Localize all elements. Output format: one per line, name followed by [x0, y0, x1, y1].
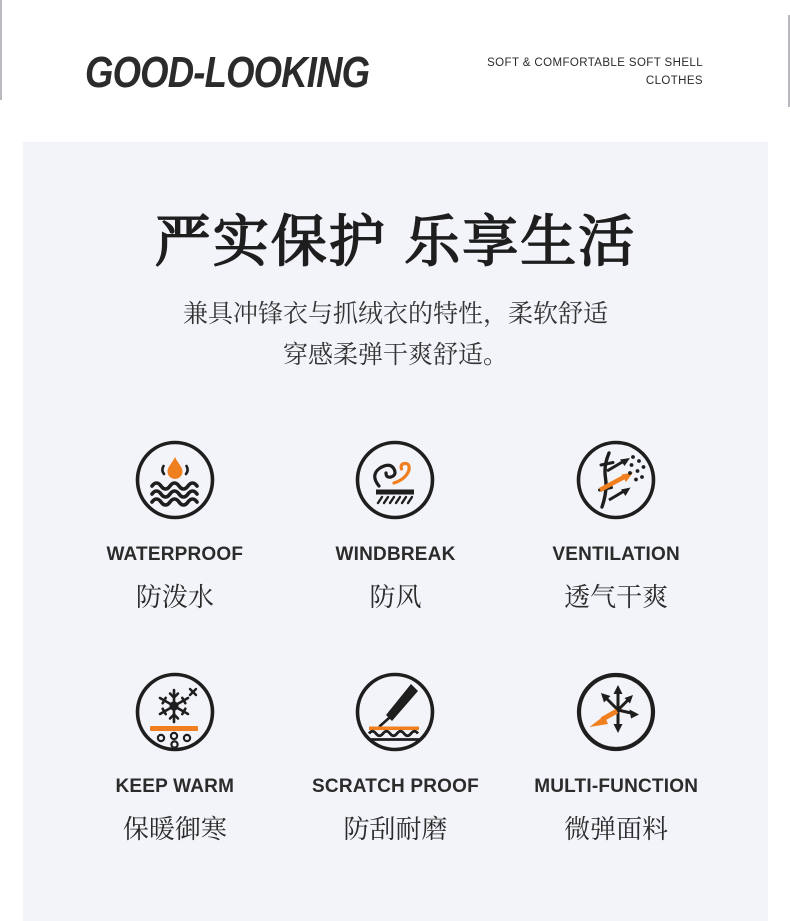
waterproof-icon [133, 438, 217, 522]
feature-zh-label: 保暖御寒 [122, 814, 227, 844]
left-edge-line [0, 0, 2, 100]
feature-zh-label: 微弹面料 [564, 814, 669, 844]
feature-zh-label: 防刮耐磨 [343, 814, 448, 844]
feature-grid [65, 438, 727, 846]
feature-windbreak [285, 438, 506, 614]
feature-en-label: VENTILATION [552, 544, 680, 565]
feature-multi-function [506, 670, 727, 846]
feature-en-label: WATERPROOF [106, 544, 244, 565]
ventilation-icon [574, 438, 658, 522]
multi-function-icon [574, 670, 658, 754]
feature-ventilation [506, 438, 727, 614]
tagline-line1: SOFT & COMFORTABLE SOFT SHELL [487, 57, 703, 69]
keep-warm-icon [133, 670, 217, 754]
feature-en-label: WINDBREAK [335, 544, 456, 565]
subtitle-line1: 兼具冲锋衣与抓绒衣的特性，柔软舒适 [182, 300, 608, 328]
feature-en-label: MULTI-FUNCTION [534, 776, 699, 797]
tagline-line2: CLOTHES [645, 74, 703, 87]
feature-waterproof [65, 438, 286, 614]
feature-zh-label: 透气干爽 [564, 582, 669, 612]
subtitle-line2: 穿感柔弹干爽舒适。 [282, 341, 508, 369]
panel-subtitle [23, 294, 768, 376]
feature-keep-warm [65, 670, 286, 846]
scratch-proof-icon [353, 670, 437, 754]
header [85, 42, 703, 98]
feature-en-label: KEEP WARM [115, 776, 235, 797]
feature-panel [23, 142, 768, 921]
feature-zh-label: 防风 [369, 582, 422, 612]
feature-en-label: SCRATCH PROOF [312, 776, 479, 797]
brand-title: GOOD-LOOKING [85, 48, 370, 97]
feature-zh-label: 防泼水 [135, 582, 214, 612]
header-tagline [487, 55, 703, 90]
windbreak-icon [353, 438, 437, 522]
feature-scratch-proof [285, 670, 506, 846]
panel-title: 严实保护 乐享生活 [154, 210, 637, 273]
